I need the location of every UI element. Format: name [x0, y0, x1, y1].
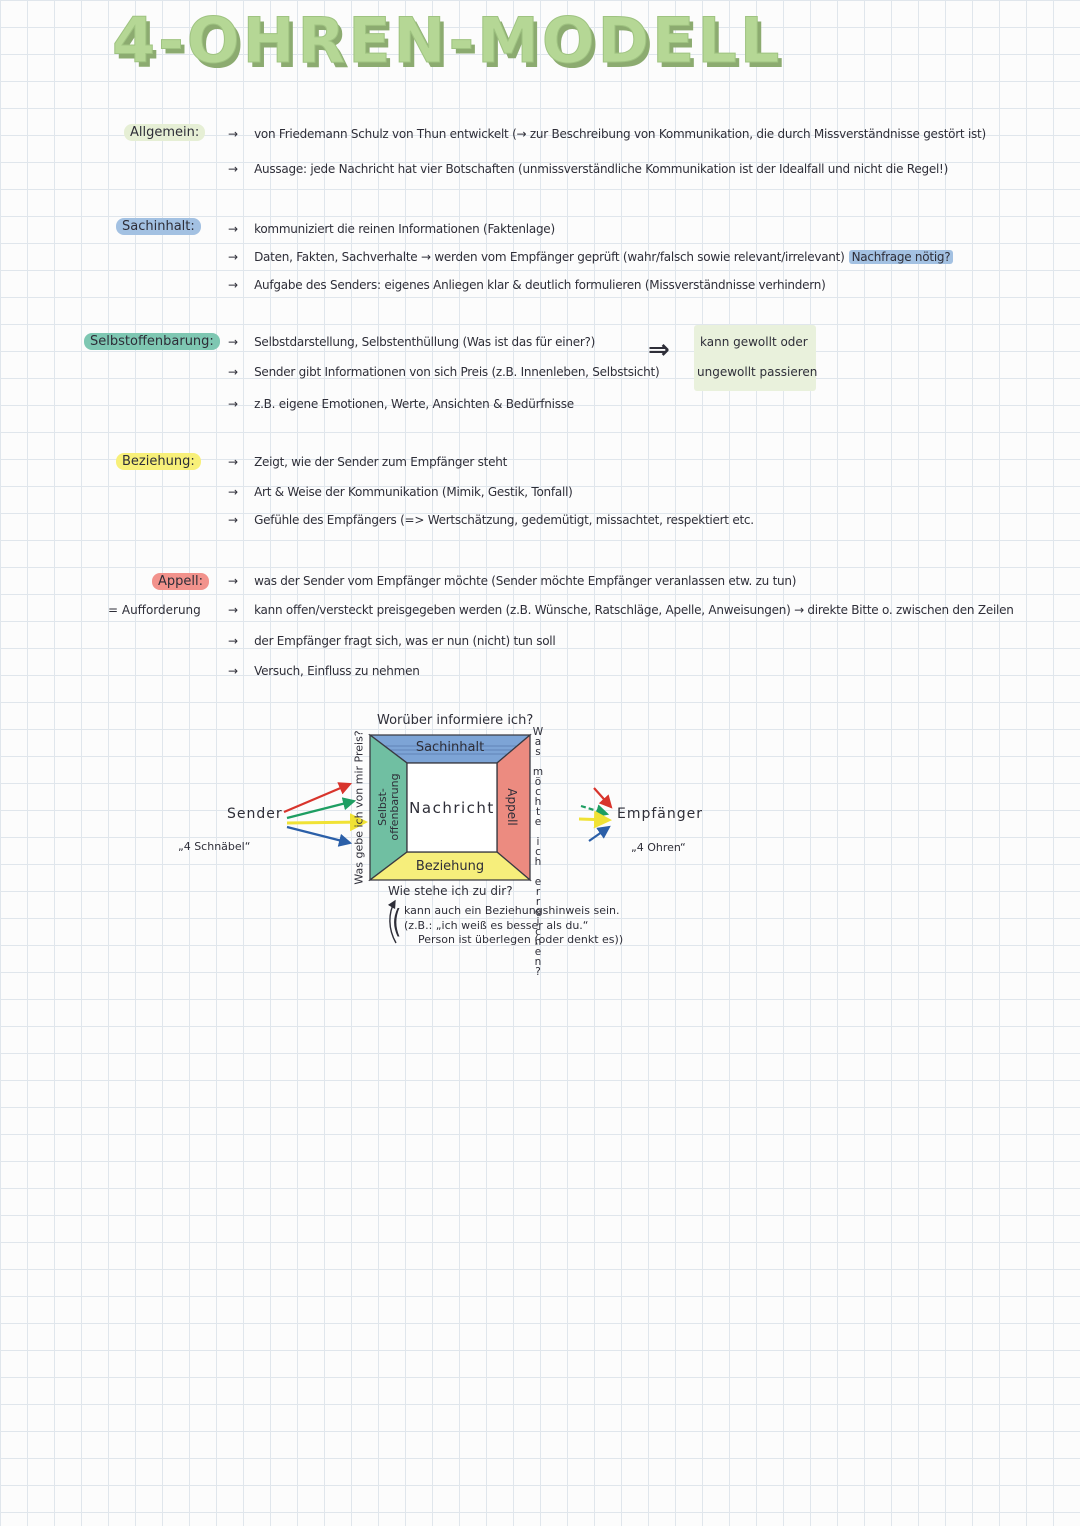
- arrow-green: [581, 806, 607, 814]
- label-sachinhalt: Sachinhalt:: [116, 218, 201, 235]
- receiver-label: Empfänger: [617, 806, 704, 822]
- bullet-arrow-icon: →: [228, 162, 239, 176]
- label-allgemein: Allgemein:: [124, 124, 205, 141]
- appell-bullet-4: Versuch, Einfluss zu nehmen: [254, 664, 420, 678]
- selbstoffenbarung-bullet-2: Sender gibt Informationen von sich Preis (z.B. Innenleben, Selbstsicht): [254, 365, 660, 379]
- note-line-1: kann auch ein Beziehungshinweis sein.: [404, 904, 620, 917]
- bullet-row: [228, 250, 953, 264]
- arrow-red: [284, 784, 350, 812]
- beziehung-bullet-2: Art & Weise der Kommunikation (Mimik, Gestik, Tonfall): [254, 485, 573, 499]
- selbstoffenbarung-bullet-3: z.B. eigene Emotionen, Werte, Ansichten & Bedürfnisse: [254, 397, 574, 411]
- bullet-arrow-icon: →: [228, 397, 239, 411]
- label-selbstoffenbarung: Selbstoffenbarung:: [84, 333, 220, 350]
- bullet-arrow-icon: →: [228, 513, 239, 527]
- side-note-line-2: ungewollt passieren: [697, 365, 818, 379]
- diagram-top-question: Worüber informiere ich?: [377, 713, 534, 728]
- diagram-top-label: Sachinhalt: [415, 740, 485, 755]
- bullet-arrow-icon: →: [228, 335, 239, 349]
- beziehung-bullet-1: Zeigt, wie der Sender zum Empfänger steht: [254, 455, 508, 469]
- bullet-arrow-icon: →: [228, 634, 239, 648]
- note-paren: (: [392, 903, 402, 941]
- bullet-row: [228, 664, 420, 678]
- diagram-left-question: Was gebe ich von mir Preis?: [352, 730, 366, 885]
- bullet-arrow-icon: →: [228, 127, 239, 141]
- bullet-arrow-icon: →: [228, 574, 239, 588]
- bullet-row: [228, 485, 573, 499]
- diagram-center-label: Nachricht: [409, 798, 495, 817]
- page-title: 4-OHREN-MODELL: [112, 4, 783, 77]
- sachinhalt-bullet-2: [254, 250, 953, 264]
- diagram-right-label: Appell: [505, 788, 519, 826]
- arrow-green: [287, 801, 354, 818]
- beziehung-bullet-3: Gefühle des Empfängers (=> Wertschätzung, gedemütigt, missachtet, respektiert etc.: [254, 513, 754, 527]
- selbstoffenbarung-bullet-1: Selbstdarstellung, Selbstenthüllung (Was ist das für einer?): [254, 335, 596, 349]
- side-note-line-1: kann gewollt oder: [700, 335, 808, 349]
- sachinhalt-bullet-2-text: Daten, Fakten, Sachverhalte → werden vom Empfänger geprüft (wahr/falsch sowie relevant/irrelevant): [254, 250, 845, 264]
- bullet-arrow-icon: →: [228, 365, 239, 379]
- bullet-row: [228, 162, 948, 176]
- bullet-row: [228, 634, 555, 648]
- receiver-sublabel: „4 Ohren“: [631, 841, 686, 854]
- sachinhalt-bullet-3: Aufgabe des Senders: eigenes Anliegen klar & deutlich formulieren (Missverständnisse verhindern): [254, 278, 826, 292]
- bullet-arrow-icon: →: [228, 664, 239, 678]
- appell-bullet-2: kann offen/versteckt preisgegeben werden (z.B. Wünsche, Ratschläge, Apelle, Anweisungen) → direkte Bitte o. zwischen den Zeilen: [254, 603, 1014, 617]
- bullet-arrow-icon: →: [228, 455, 239, 469]
- bullet-row: [228, 603, 1014, 617]
- diagram-note: [404, 904, 623, 948]
- bullet-arrow-icon: →: [228, 485, 239, 499]
- bullet-row: [228, 278, 826, 292]
- bullet-arrow-icon: →: [228, 250, 239, 264]
- bullet-row: [228, 365, 659, 379]
- bullet-arrow-icon: →: [228, 603, 239, 617]
- diagram-left-label: [377, 747, 401, 867]
- diagram-bottom-question: Wie stehe ich zu dir?: [388, 884, 513, 898]
- note-line-3: Person ist überlegen (oder denkt es)): [418, 933, 624, 946]
- selbstoffenbarung-side-note: [648, 331, 878, 401]
- sachinhalt-bullet-1: kommuniziert die reinen Informationen (Faktenlage): [254, 222, 555, 236]
- arrow-blue: [287, 827, 350, 843]
- bullet-row: [228, 455, 507, 469]
- appell-bullet-1: was der Sender vom Empfänger möchte (Sender möchte Empfänger veranlassen etw. zu tun): [254, 574, 797, 588]
- diagram-bottom-label: Beziehung: [415, 859, 485, 874]
- bullet-row: [228, 335, 595, 349]
- bullet-row: [228, 397, 574, 411]
- note-line-2: (z.B.: „ich weiß es besser als du.“: [404, 918, 589, 932]
- allgemein-bullet-2: Aussage: jede Nachricht hat vier Botschaften (unmissverständliche Kommunikation ist der Idealfall und nicht die Regel!): [254, 162, 949, 176]
- allgemein-bullet-1: von Friedemann Schulz von Thun entwickelt (→ zur Beschreibung von Kommunikation, die durch Missverständnisse gestört ist): [254, 127, 986, 141]
- receiver-arrows: [579, 788, 611, 841]
- bullet-row: [228, 513, 754, 527]
- bullet-row: [228, 127, 986, 141]
- bullet-row: [228, 574, 796, 588]
- bullet-arrow-icon: →: [228, 278, 239, 292]
- double-arrow-icon: ⇒: [648, 335, 670, 365]
- appell-sublabel: = Aufforderung: [108, 603, 201, 617]
- arrow-red: [594, 788, 611, 807]
- label-appell: Appell:: [152, 573, 209, 590]
- arrow-yellow: [579, 819, 609, 820]
- diagram-left-label-line2: offenbarung: [388, 773, 401, 841]
- diagram-right-question: Was möchte ich erreichen?: [532, 726, 544, 976]
- arrow-blue: [589, 827, 609, 841]
- bullet-arrow-icon: →: [228, 222, 239, 236]
- appell-bullet-3: der Empfänger fragt sich, was er nun (nicht) tun soll: [254, 634, 556, 648]
- sachinhalt-bullet-2-highlight: Nachfrage nötig?: [849, 250, 954, 264]
- bullet-row: [228, 222, 555, 236]
- sender-sublabel: „4 Schnäbel“: [178, 840, 251, 853]
- label-beziehung: Beziehung:: [116, 453, 201, 470]
- diagram-left-label-line1: Selbst-: [376, 788, 389, 826]
- sender-label: Sender: [227, 806, 283, 822]
